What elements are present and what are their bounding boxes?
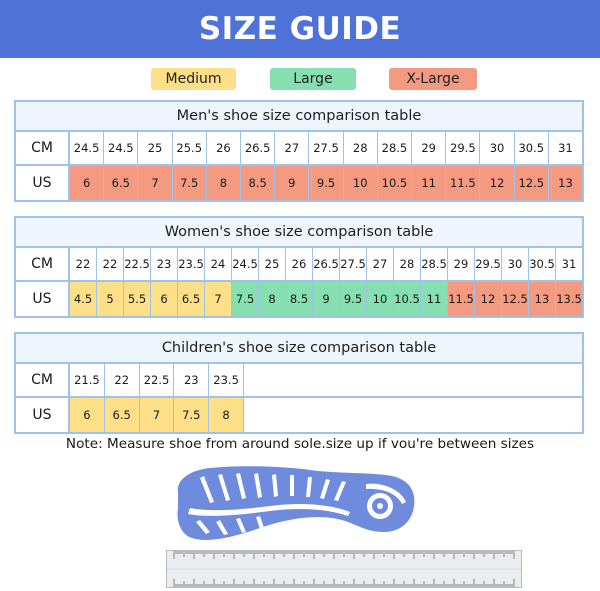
men-us-cell: 12.5 (515, 166, 549, 200)
men-us-cell: 11.5 (446, 166, 480, 200)
men-cm-cell: 25 (138, 132, 172, 164)
children-cm-row (16, 364, 582, 398)
men-cm-cell: 30 (480, 132, 514, 164)
legend-x-large-label: X-Large (406, 71, 460, 87)
women-cm-cell: 29.5 (475, 248, 502, 280)
women-us-cell: 7 (205, 282, 232, 316)
women-us-cell: 6 (151, 282, 178, 316)
children-us-cell: 7 (140, 398, 175, 432)
women-cm-cell: 22.5 (124, 248, 151, 280)
men-cm-cell: 28.5 (378, 132, 412, 164)
children-cm-cell: 23.5 (209, 364, 244, 396)
men-us-cell: 10.5 (378, 166, 412, 200)
legend-medium (151, 68, 236, 90)
children-cm-cell: 22.5 (140, 364, 175, 396)
women-us-cell: 9 (313, 282, 340, 316)
men-cm-cell: 29.5 (446, 132, 480, 164)
children-cm-cell: 22 (105, 364, 140, 396)
children-us-row (16, 398, 582, 432)
men-us-cell: 8 (207, 166, 241, 200)
children-us-cell: 7.5 (174, 398, 209, 432)
header-banner (0, 0, 600, 58)
women-us-cell: 8.5 (286, 282, 313, 316)
men-cm-cell: 29 (412, 132, 446, 164)
men-cm-cell: 25.5 (173, 132, 207, 164)
men-us-cell: 10 (344, 166, 378, 200)
men-us-cell: 13 (549, 166, 582, 200)
women-cm-cell: 28.5 (421, 248, 448, 280)
men-cm-cell: 27 (275, 132, 309, 164)
men-us-cell: 9.5 (309, 166, 343, 200)
women-cm-row (16, 248, 582, 282)
men-cm-cell: 31 (558, 141, 573, 155)
women-us-cell: 4.5 (70, 282, 97, 316)
women-us-cell: 5.5 (124, 282, 151, 316)
legend-medium-label: Medium (165, 71, 222, 87)
women-cm-cell: 24 (205, 248, 232, 280)
women-table-title: Women's shoe size comparison table (16, 218, 582, 248)
men-cm-cell: 28 (344, 132, 378, 164)
women-cm-cell: 28 (394, 248, 421, 280)
women-cm-cell: 22 (70, 248, 97, 280)
women-cm-cell: 29 (448, 248, 475, 280)
men-cm-cell: 26 (207, 132, 241, 164)
women-cm-header: CM (16, 248, 70, 280)
women-us-cell: 13.5 (556, 282, 582, 316)
women-us-cell: 12.5 (502, 282, 529, 316)
men-cm-header: CM (16, 132, 70, 164)
children-us-cell: 8 (209, 398, 244, 432)
women-us-cell: 9.5 (340, 282, 367, 316)
women-us-row (16, 282, 582, 316)
children-cm-header: CM (16, 364, 70, 396)
women-us-cell: 10.5 (394, 282, 421, 316)
children-cm-cell: 23 (174, 364, 209, 396)
men-cm-cell: 27.5 (309, 132, 343, 164)
men-us-cell: 7.5 (173, 166, 207, 200)
men-cm-cell: 30.5 (515, 132, 549, 164)
legend-large-label: Large (293, 71, 333, 87)
men-cm-cell: 24.5 (104, 132, 138, 164)
men-us-cell: 12 (480, 166, 514, 200)
women-us-cell: 8 (259, 282, 286, 316)
children-us-cell: 6 (70, 398, 105, 432)
legend-large (270, 68, 356, 90)
children-cm-cell: 21.5 (70, 364, 105, 396)
children-us-header: US (16, 398, 70, 432)
men-table-title: Men's shoe size comparison table (16, 102, 582, 132)
men-us-cell: 9 (275, 166, 309, 200)
men-cm-cell: 26.5 (241, 132, 275, 164)
page-title: SIZE GUIDE (198, 11, 402, 47)
women-us-cell: 7.5 (232, 282, 259, 316)
children-table-title: Children's shoe size comparison table (16, 334, 582, 364)
measure-note: Note: Measure shoe from around sole.size up if vou're between sizes (65, 436, 535, 452)
men-us-cell: 11 (412, 166, 446, 200)
women-us-cell: 12 (475, 282, 502, 316)
men-us-row (16, 166, 582, 200)
women-us-cell: 11.5 (448, 282, 475, 316)
women-cm-cell: 26.5 (313, 248, 340, 280)
children-size-table (14, 332, 584, 434)
men-size-table (14, 100, 584, 202)
men-us-header: US (16, 166, 70, 200)
women-cm-cell: 23 (151, 248, 178, 280)
women-cm-cell: 30.5 (529, 248, 556, 280)
women-us-cell: 5 (97, 282, 124, 316)
shoe-sole-icon (170, 462, 420, 548)
women-cm-cell: 26 (286, 248, 313, 280)
women-cm-cell: 31 (561, 257, 577, 271)
women-cm-cell: 22 (97, 248, 124, 280)
women-us-cell: 11 (421, 282, 448, 316)
women-us-cell: 6.5 (178, 282, 205, 316)
men-us-cell: 6.5 (104, 166, 138, 200)
women-size-table (14, 216, 584, 318)
children-us-cell: 6.5 (105, 398, 140, 432)
women-us-cell: 13 (529, 282, 556, 316)
women-cm-cell: 25 (259, 248, 286, 280)
women-cm-cell: 30 (502, 248, 529, 280)
men-us-cell: 6 (70, 166, 104, 200)
women-us-cell: 10 (367, 282, 394, 316)
men-cm-cell: 24.5 (70, 132, 104, 164)
women-cm-cell: 24.5 (232, 248, 259, 280)
women-cm-cell: 27.5 (340, 248, 367, 280)
ruler-icon (166, 550, 522, 588)
men-us-cell: 7 (138, 166, 172, 200)
women-cm-cell: 23.5 (178, 248, 205, 280)
women-cm-cell: 27 (367, 248, 394, 280)
men-us-cell: 8.5 (241, 166, 275, 200)
men-cm-row (16, 132, 582, 166)
women-us-header: US (16, 282, 70, 316)
legend-x-large (389, 68, 477, 90)
